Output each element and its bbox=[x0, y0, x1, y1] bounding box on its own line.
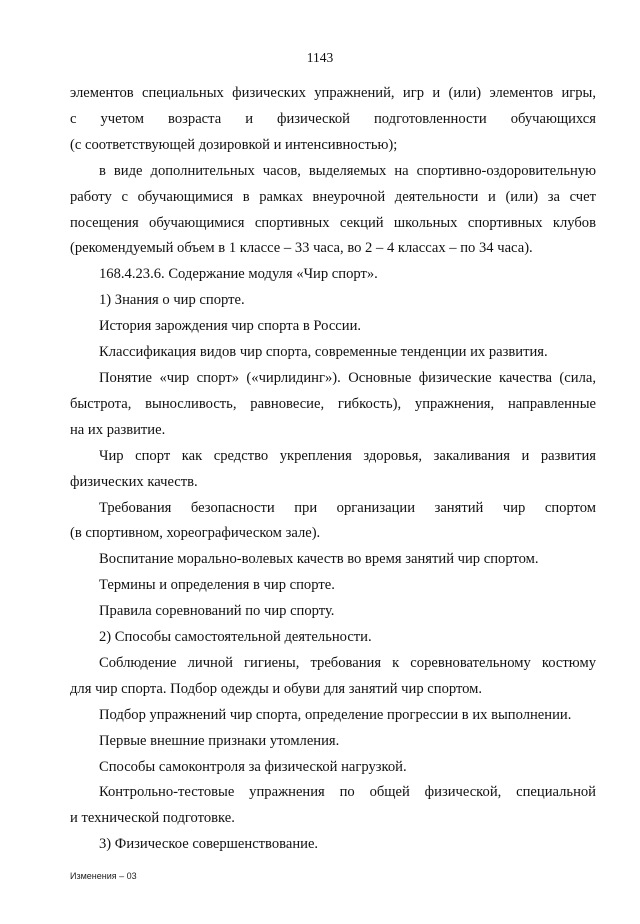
text-line: Правила соревнований по чир спорту. bbox=[99, 603, 335, 620]
paragraph bbox=[70, 780, 596, 832]
text-line: (рекомендуемый объем в 1 классе – 33 часа, во 2 – 4 классах – по 34 часа). bbox=[70, 240, 533, 257]
paragraph bbox=[70, 832, 596, 858]
text-line: посещения обучающимися спортивных секций школьных спортивных клубов bbox=[70, 214, 596, 231]
document-body bbox=[70, 81, 596, 858]
footer-note: Изменения – 03 bbox=[70, 871, 137, 881]
text-line: (с соответствующей дозировкой и интенсивностью); bbox=[70, 136, 398, 153]
text-line: Чир спорт как средство укрепления здоровья, закаливания и развития bbox=[99, 447, 596, 464]
text-line: Подбор упражнений чир спорта, определение прогрессии в их выполнении. bbox=[99, 706, 572, 723]
text-line: Понятие «чир спорт» («чирлидинг»). Основные физические качества (сила, bbox=[99, 369, 596, 386]
text-line: Термины и определения в чир спорте. bbox=[99, 577, 335, 594]
text-line: Соблюдение личной гигиены, требования к соревновательному костюму bbox=[99, 654, 596, 671]
text-line: Воспитание морально-волевых качеств во время занятий чир спортом. bbox=[99, 551, 539, 568]
text-line: Первые внешние признаки утомления. bbox=[99, 732, 340, 749]
text-line: быстрота, выносливость, равновесие, гибкость), упражнения, направленные bbox=[70, 395, 596, 412]
text-line: и технической подготовке. bbox=[70, 810, 235, 827]
text-line: для чир спорта. Подбор одежды и обуви для занятий чир спортом. bbox=[70, 680, 483, 697]
paragraph bbox=[70, 651, 596, 703]
text-line: Классификация видов чир спорта, современные тенденции их развития. bbox=[99, 344, 548, 361]
text-line: 168.4.23.6. Содержание модуля «Чир спорт». bbox=[99, 266, 378, 283]
paragraph bbox=[70, 81, 596, 159]
text-line: Способы самоконтроля за физической нагрузкой. bbox=[99, 758, 407, 775]
text-line: работу с обучающимися в рамках внеурочной деятельности и (или) за счет bbox=[70, 188, 596, 205]
paragraph bbox=[70, 547, 596, 573]
paragraph bbox=[70, 262, 596, 288]
text-line: Требования безопасности при организации занятий чир спортом bbox=[99, 499, 596, 516]
text-line: 3) Физическое совершенствование. bbox=[99, 836, 319, 853]
paragraph bbox=[70, 625, 596, 651]
paragraph bbox=[70, 288, 596, 314]
text-line: с учетом возраста и физической подготовленности обучающихся bbox=[70, 110, 596, 127]
text-line: 2) Способы самостоятельной деятельности. bbox=[99, 629, 372, 646]
text-line: в виде дополнительных часов, выделяемых на спортивно-оздоровительную bbox=[99, 162, 596, 179]
paragraph bbox=[70, 599, 596, 625]
paragraph bbox=[70, 703, 596, 729]
page-number: 1143 bbox=[306, 50, 334, 65]
paragraph bbox=[70, 366, 596, 444]
text-line: физических качеств. bbox=[70, 473, 198, 490]
paragraph bbox=[70, 755, 596, 781]
text-line: элементов специальных физических упражнений, игр и (или) элементов игры, bbox=[70, 85, 596, 101]
text-line: (в спортивном, хореографическом зале). bbox=[70, 525, 321, 542]
text-line: на их развитие. bbox=[70, 421, 166, 438]
text-line: История зарождения чир спорта в России. bbox=[99, 318, 362, 335]
text-line: 1) Знания о чир спорте. bbox=[99, 292, 245, 309]
paragraph bbox=[70, 340, 596, 366]
paragraph bbox=[70, 573, 596, 599]
paragraph bbox=[70, 159, 596, 263]
paragraph bbox=[70, 729, 596, 755]
paragraph bbox=[70, 444, 596, 496]
paragraph bbox=[70, 314, 596, 340]
paragraph bbox=[70, 496, 596, 548]
text-line: Контрольно-тестовые упражнения по общей физической, специальной bbox=[99, 784, 596, 801]
